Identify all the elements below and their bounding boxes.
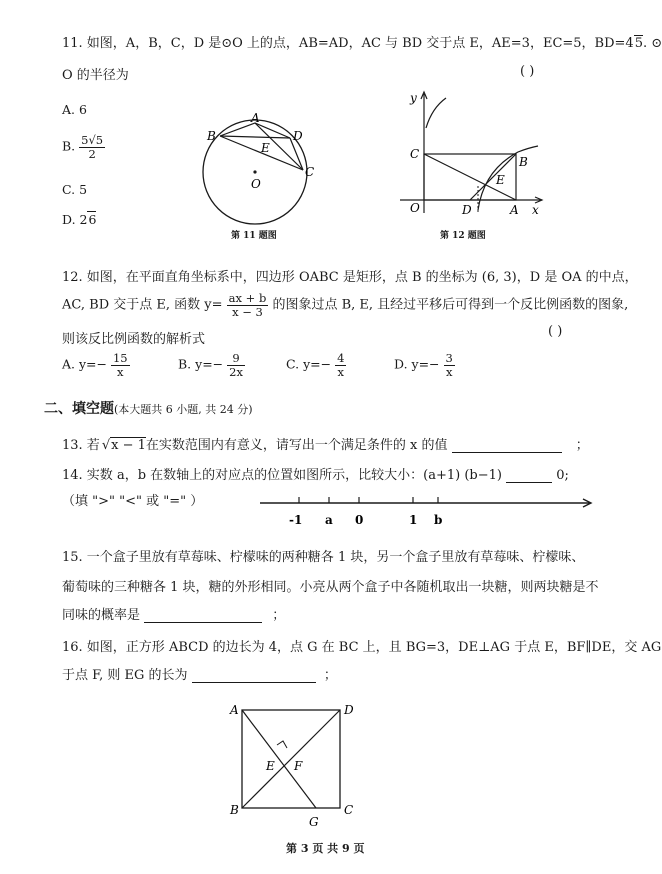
q14-stem-line1: 14. 实数 a，b 在数轴上的对应点的位置如图所示，比较大小：(a+1) (b−1) 0; bbox=[62, 468, 569, 483]
q16-label-f: F bbox=[294, 759, 303, 773]
q12-option-c: C. y=− $\frac{4}{x}$ bbox=[286, 351, 345, 379]
q15-stem-line3: 同味的概率是 ； bbox=[62, 608, 286, 623]
q12-stem-line2: AC, BD 交于点 E, 函数 y= $\frac{ax + b}{x - 3}$ 的图象过点 B, E, 且经过平移后可得到一个反比例函数的图象, bbox=[62, 291, 629, 319]
q13-stem: 13. 若 √x − 1在实数范围内有意义，请写出一个满足条件的 x 的值 ； bbox=[62, 438, 589, 453]
q16-label-a: A bbox=[230, 703, 239, 717]
q14-tick-1: 1 bbox=[409, 513, 418, 527]
q11-label-a: A bbox=[251, 111, 260, 125]
q16-label-b: B bbox=[230, 803, 239, 817]
q16-label-g: G bbox=[309, 815, 319, 829]
q13-answer-blank[interactable] bbox=[452, 452, 562, 453]
q12-option-d: D. y=− $\frac{3}{x}$ bbox=[394, 351, 453, 379]
q16-label-d: D bbox=[344, 703, 354, 717]
q11-label-o: O bbox=[251, 177, 261, 191]
q11-option-c: C. 5 bbox=[62, 182, 88, 197]
q14-number-line bbox=[255, 488, 605, 532]
q12-label-y: y bbox=[410, 91, 417, 105]
q12-option-b: B. y=− $\frac{9}{2x}$ bbox=[178, 351, 243, 379]
q14-tick-neg1: -1 bbox=[289, 513, 303, 527]
q14-tick-0: 0 bbox=[355, 513, 364, 527]
q11-stem-line2: O 的半径为 bbox=[62, 68, 129, 83]
q14-stem-line2: （填 ">" "<" 或 "=" ） bbox=[62, 494, 204, 509]
q16-answer-blank[interactable] bbox=[192, 682, 316, 683]
q12-stem-line3: 则该反比例函数的解析式 bbox=[62, 332, 206, 347]
q12-label-c: C bbox=[410, 147, 420, 161]
q16-stem-line2: 于点 F, 则 EG 的长为 ； bbox=[62, 668, 337, 683]
q14-tick-a: a bbox=[325, 513, 333, 527]
q12-label-e: E bbox=[496, 173, 505, 187]
q16-square-figure bbox=[222, 698, 362, 832]
q11-label-b: B bbox=[207, 129, 216, 143]
q12-caption: 第 12 题图 bbox=[440, 231, 486, 241]
q14-tick-b: b bbox=[434, 513, 443, 527]
q16-label-e: E bbox=[266, 759, 275, 773]
q15-stem-line2: 葡萄味的三种糖各 1 块，糖的外形相同。小亮从两个盒子中各随机取出一块糖，则两块糖是不 bbox=[62, 580, 599, 595]
q12-label-d: D bbox=[462, 203, 472, 217]
q11-option-b: B. $\frac{5√5}{2}$ bbox=[62, 133, 104, 161]
q15-stem-line1: 15. 一个盒子里放有草莓味、柠檬味的两种糖各 1 块，另一个盒子里放有草莓味、柠檬味、 bbox=[62, 550, 585, 565]
page-footer: 第 3 页 共 9 页 bbox=[286, 842, 365, 855]
q11-sqrt: 5 bbox=[634, 36, 643, 51]
q11-option-d: D. 26 bbox=[62, 212, 97, 227]
q14-answer-blank[interactable] bbox=[506, 482, 552, 483]
q12-stem-line1: 12. 如图，在平面直角坐标系中，四边形 OABC 是矩形，点 B 的坐标为 (6, 3)，D 是 OA 的中点， bbox=[62, 270, 638, 285]
q12-label-b: B bbox=[519, 155, 528, 169]
q11-option-a: A. 6 bbox=[62, 102, 87, 117]
q15-answer-blank[interactable] bbox=[144, 622, 262, 623]
q12-label-o: O bbox=[410, 201, 420, 215]
q11-stem-line1: 11. 如图，A，B，C，D 是⊙O 上的点，AB=AD，AC 与 BD 交于点 E，AE=3，EC=5，BD=45. ⊙ bbox=[62, 36, 662, 51]
q12-answer-paren: ( ) bbox=[548, 324, 563, 339]
q12-coordinate-figure bbox=[392, 88, 552, 223]
q12-label-x: x bbox=[532, 203, 539, 217]
q11-label-d: D bbox=[293, 129, 303, 143]
q11-label-e: E bbox=[261, 141, 270, 155]
q11-caption: 第 11 题图 bbox=[231, 231, 277, 241]
q16-label-c: C bbox=[344, 803, 354, 817]
section2-heading: 二、填空题(本大题共 6 小题, 共 24 分) bbox=[44, 401, 253, 417]
q16-stem-line1: 16. 如图，正方形 ABCD 的边长为 4，点 G 在 BC 上，且 BG=3，DE⊥AG 于点 E，BF∥DE，交 AG bbox=[62, 640, 662, 655]
q12-option-a: A. y=− $\frac{15}{x}$ bbox=[62, 351, 128, 379]
q11-answer-paren: ( ) bbox=[520, 64, 535, 79]
q11-circle-figure bbox=[195, 100, 320, 238]
q12-label-a: A bbox=[510, 203, 519, 217]
q11-label-c: C bbox=[305, 165, 315, 179]
